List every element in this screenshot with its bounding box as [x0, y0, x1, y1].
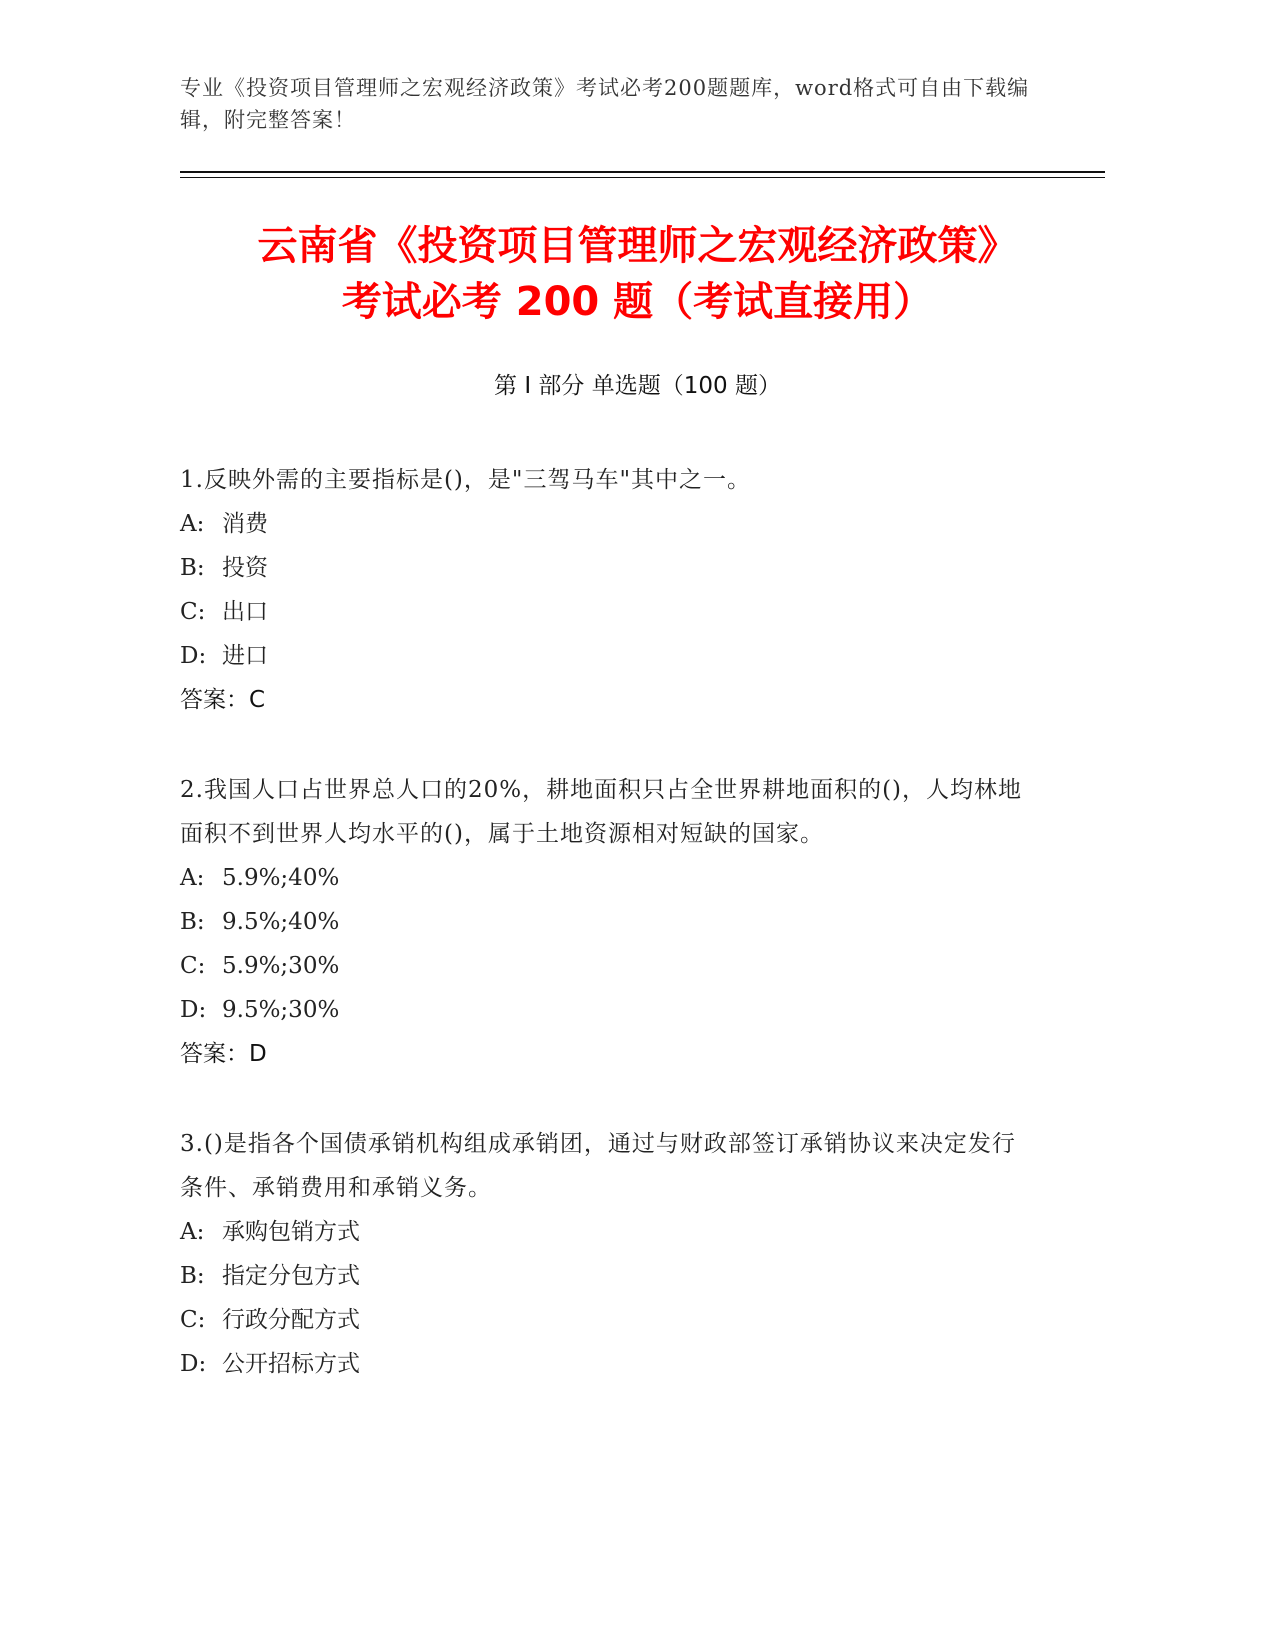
question-3 — [180, 1122, 1030, 1386]
document-title-line-2: 考试必考 200 题（考试直接用） — [341, 279, 934, 325]
option-text: 投资 — [222, 555, 268, 581]
option-b — [180, 900, 1030, 944]
question-list — [180, 458, 1030, 1432]
option-text: 5.9%;40% — [222, 865, 340, 891]
document-title-line-1: 云南省《投资项目管理师之宏观经济政策》 — [257, 223, 1018, 269]
option-key: A: — [180, 865, 205, 891]
answer: 答案：D — [180, 1041, 267, 1067]
option-key: C: — [180, 953, 206, 979]
option-text: 指定分包方式 — [222, 1263, 360, 1289]
option-key: B: — [180, 555, 205, 581]
option-text: 承购包销方式 — [222, 1219, 360, 1245]
option-d — [180, 1342, 1030, 1386]
option-d — [180, 988, 1030, 1032]
option-key: D: — [180, 643, 207, 669]
option-text: 进口 — [222, 643, 268, 669]
option-text: 行政分配方式 — [222, 1307, 360, 1333]
option-key: C: — [180, 599, 206, 625]
document-title — [100, 218, 1175, 330]
option-key: B: — [180, 909, 205, 935]
option-c — [180, 944, 1030, 988]
option-text: 5.9%;30% — [222, 953, 340, 979]
option-key: D: — [180, 1351, 207, 1377]
option-key: D: — [180, 997, 207, 1023]
option-key: B: — [180, 1263, 205, 1289]
option-key: A: — [180, 1219, 205, 1245]
option-a — [180, 502, 1030, 546]
option-text: 公开招标方式 — [222, 1351, 360, 1377]
question-stem: 3.()是指各个国债承销机构组成承销团，通过与财政部签订承销协议来决定发行条件、承销费用和承销义务。 — [180, 1131, 1016, 1201]
option-c — [180, 590, 1030, 634]
section-title: 第 I 部分 单选题（100 题） — [494, 373, 781, 399]
question-2 — [180, 768, 1030, 1076]
option-text: 出口 — [222, 599, 268, 625]
option-c — [180, 1298, 1030, 1342]
header-divider-thick — [180, 171, 1105, 173]
option-key: A: — [180, 511, 205, 537]
option-text: 消费 — [222, 511, 268, 537]
header-divider-thin — [180, 177, 1105, 178]
question-stem: 1.反映外需的主要指标是()，是"三驾马车"其中之一。 — [180, 467, 752, 493]
option-a — [180, 1210, 1030, 1254]
option-b — [180, 1254, 1030, 1298]
option-a — [180, 856, 1030, 900]
option-text: 9.5%;30% — [222, 997, 340, 1023]
option-b — [180, 546, 1030, 590]
header-note: 专业《投资项目管理师之宏观经济政策》考试必考200题题库，word格式可自由下载编辑，附完整答案！ — [180, 76, 1030, 132]
option-text: 9.5%;40% — [222, 909, 340, 935]
option-key: C: — [180, 1307, 206, 1333]
option-d — [180, 634, 1030, 678]
question-1 — [180, 458, 1030, 722]
question-stem: 2.我国人口占世界总人口的20%，耕地面积只占全世界耕地面积的()，人均林地面积不到世界人均水平的()，属于土地资源相对短缺的国家。 — [180, 777, 1023, 847]
answer: 答案：C — [180, 687, 266, 713]
